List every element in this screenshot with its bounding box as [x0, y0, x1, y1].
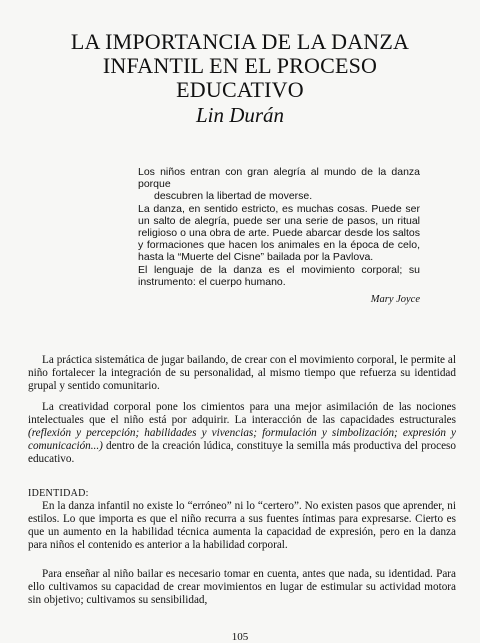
title-line-2: INFANTIL EN EL PROCESO — [102, 53, 378, 78]
page-number: 105 — [231, 631, 249, 643]
paragraph-text — [28, 401, 456, 466]
paragraph-text-italic: (reflexión y percepción; habilidades y vivencias; formulación y simbolización; expresión y comunicación...) — [28, 427, 456, 452]
body-paragraph-1 — [28, 354, 456, 393]
epigraph-line-1: Los niños entran con gran alegría al mundo de la danza porque — [138, 166, 420, 191]
epigraph-attribution: Mary Joyce — [370, 294, 420, 305]
epigraph-paragraph-1 — [138, 166, 420, 203]
body-paragraph-3 — [28, 500, 456, 552]
section-heading: IDENTIDAD: — [28, 488, 89, 499]
body-paragraph-2 — [28, 401, 456, 466]
author-name: Lin Durán — [195, 103, 285, 127]
paragraph-text: Para enseñar al niño bailar es necesario tomar en cuenta, antes que nada, su identidad. Para ello cultivamos su capacidad de crear movimientos en lugar de estimular su actividad motora sin objetivo; cultivamos su sensibilidad, — [28, 568, 456, 606]
body-paragraph-4 — [28, 568, 456, 607]
title-line-1: LA IMPORTANCIA DE LA DANZA — [70, 29, 410, 54]
paragraph-text: En la danza infantil no existe lo “erróneo” ni lo “certero”. No existen pasos que aprender, ni estilos. Lo que importa es que el niño recurra a sus fuentes íntimas para expresarse. Cierto es que un aumento en la habilidad técnica aumenta la capacidad de expresión, pero en la danza para niños el contenido es anterior a la habilidad corporal. — [28, 500, 456, 551]
epigraph-line-2: descubren la libertad de moverse. — [154, 190, 313, 203]
paragraph-text-start: La creatividad corporal pone los cimientos para una mejor asimilación de las nociones intelectuales que el niño está por adquirir. La interacción de las capacidades estructurales — [28, 401, 456, 426]
paragraph-text-end: dentro de la creación lúdica, constituye la semilla más productiva del proceso educativo. — [28, 440, 456, 465]
title-line-3: EDUCATIVO — [176, 77, 304, 102]
epigraph-paragraph-2: La danza, en sentido estricto, es muchas cosas. Puede ser un salto de alegría, puede ser una serie de pasos, un ritual religioso o una obra de arte. Puede abarcar desde los saltos y formaciones que hacen los animales en la época de celo, hasta la “Muerte del Cisne” bailada por la Pavlova. — [138, 202, 420, 264]
epigraph-paragraph-3: El lenguaje de la danza es el movimiento corporal; su instrumento: el cuerpo humano. — [138, 263, 420, 288]
epigraph — [138, 166, 420, 288]
article-title — [0, 30, 480, 102]
paragraph-text: La práctica sistemática de jugar bailando, de crear con el movimiento corporal, le permite al niño fortalecer la integración de su personalidad, al mismo tiempo que refuerza su identidad grupal y sentido comunitario. — [28, 354, 456, 392]
